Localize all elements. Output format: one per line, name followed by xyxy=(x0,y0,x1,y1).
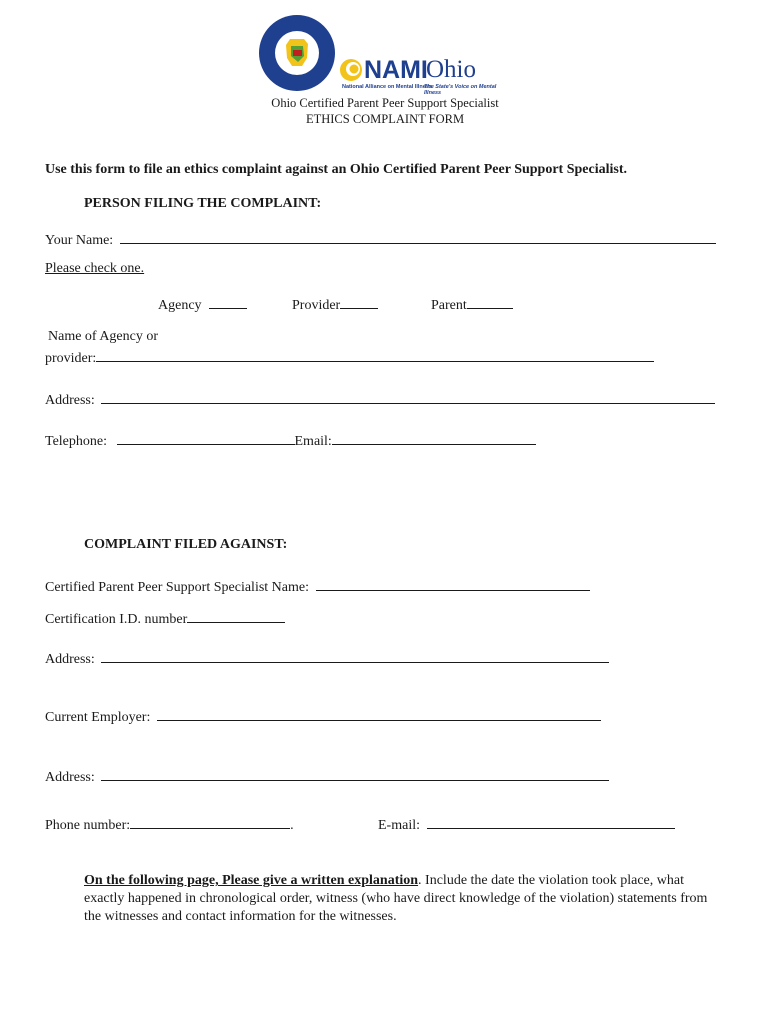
cert-id-field[interactable] xyxy=(187,608,285,623)
parent-check-field[interactable] xyxy=(467,294,513,309)
specialist-email-label: E-mail: xyxy=(378,818,420,833)
your-name-label: Your Name: xyxy=(45,233,114,248)
specialist-address-row xyxy=(45,648,609,668)
nami-tagline: National Alliance on Mental Illness xyxy=(342,84,432,90)
employer-address-label: Address: xyxy=(45,770,95,785)
agency-name-label-1: Name of Agency or xyxy=(48,329,159,344)
specialist-address-label: Address: xyxy=(45,652,95,667)
filer-address-label: Address: xyxy=(45,393,95,408)
filer-email-field[interactable] xyxy=(332,430,536,445)
your-name-row xyxy=(45,229,716,249)
provider-option[interactable] xyxy=(292,294,378,314)
explanation-rest: . Include the date the violation took place, what exactly happened in chronological order, witness (who have direct knowledge of the violation) statements from the witnesses and contact information for the witnesses. xyxy=(84,873,708,924)
specialist-email-field[interactable] xyxy=(427,814,675,829)
phone-suffix: . xyxy=(290,818,294,833)
cert-id-row xyxy=(45,608,285,628)
employer-address-field[interactable] xyxy=(101,766,609,781)
employer-field[interactable] xyxy=(157,706,601,721)
ohio-tagline: The State's Voice on Mental Illness xyxy=(424,84,497,96)
agency-name-field[interactable] xyxy=(96,347,654,362)
phone-field[interactable] xyxy=(130,814,290,829)
agency-check-field[interactable] xyxy=(209,294,247,309)
against-heading: COMPLAINT FILED AGAINST: xyxy=(84,537,288,552)
agency-name-row xyxy=(45,347,654,367)
filer-email-label: Email: xyxy=(294,434,332,449)
agency-label: Agency xyxy=(158,298,202,313)
nami-wordmark: NAMI xyxy=(364,56,428,84)
specialist-name-label: Certified Parent Peer Support Specialist Name: xyxy=(45,580,309,595)
your-name-field[interactable] xyxy=(120,229,716,244)
parent-peer-logo xyxy=(258,14,336,92)
filer-address-field[interactable] xyxy=(101,389,715,404)
filer-heading: PERSON FILING THE COMPLAINT: xyxy=(84,196,322,211)
specialist-address-field[interactable] xyxy=(101,648,609,663)
provider-label: Provider xyxy=(292,298,341,313)
explanation-lead: On the following page, Please give a written explanation xyxy=(84,873,419,888)
phone-row xyxy=(45,814,294,834)
explanation-instructions xyxy=(84,872,724,926)
parent-label: Parent xyxy=(431,298,467,313)
parent-option[interactable] xyxy=(431,294,513,314)
ohio-wordmark: Ohio xyxy=(426,56,476,83)
form-subtitle: Ohio Certified Parent Peer Support Specialist xyxy=(271,96,499,110)
telephone-field[interactable] xyxy=(117,430,295,445)
cert-id-label: Certification I.D. number xyxy=(45,612,188,627)
employer-address-row xyxy=(45,766,609,786)
provider-check-field[interactable] xyxy=(340,294,378,309)
form-title: ETHICS COMPLAINT FORM xyxy=(305,112,465,126)
filer-address-row xyxy=(45,389,715,409)
nami-ohio-logo xyxy=(338,56,498,96)
employer-label: Current Employer: xyxy=(45,710,151,725)
phone-label: Phone number: xyxy=(45,818,131,833)
employer-row xyxy=(45,706,601,726)
check-one-label: Please check one. xyxy=(45,261,145,276)
specialist-name-field[interactable] xyxy=(316,576,590,591)
intro-text: Use this form to file an ethics complaint against an Ohio Certified Parent Peer Support Specialist. xyxy=(45,162,627,177)
agency-name-label-2: provider: xyxy=(45,351,97,366)
specialist-email-row xyxy=(378,814,675,834)
agency-option[interactable] xyxy=(158,294,247,314)
telephone-label: Telephone: xyxy=(45,434,107,449)
nami-sun-icon xyxy=(338,56,364,82)
telephone-email-row xyxy=(45,430,536,450)
specialist-name-row xyxy=(45,576,590,596)
